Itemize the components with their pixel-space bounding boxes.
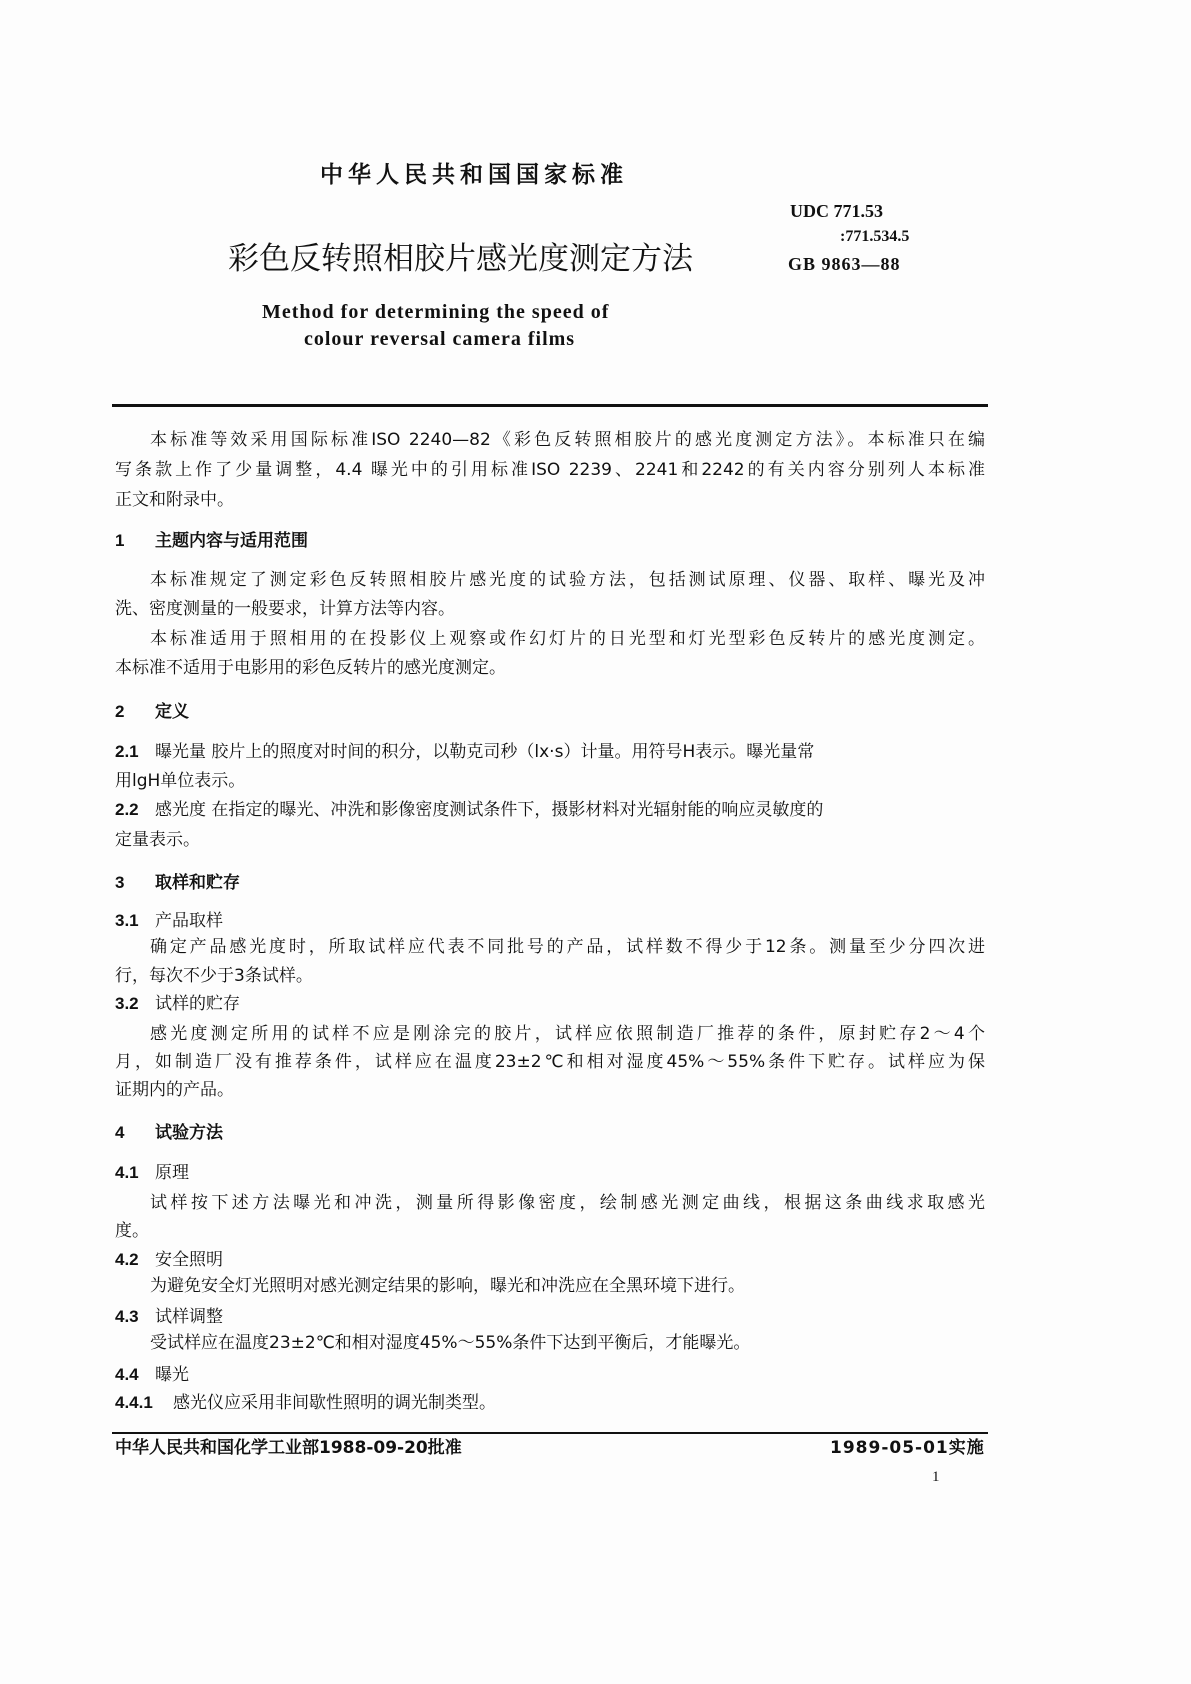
effective-date: 1989-05-01实施 — [830, 1438, 985, 1458]
section-number: 1 — [115, 531, 125, 550]
paragraph-line: 感光度测定所用的试样不应是刚涂完的胶片，试样应依照制造厂推荐的条件，原封贮存2～4个 — [150, 1024, 985, 1044]
section-2-heading — [115, 701, 189, 723]
clause-4-2-heading — [115, 1249, 223, 1271]
paragraph-line: 本标准规定了测定彩色反转照相胶片感光度的试验方法，包括测试原理、仪器、取样、曝光及冲 — [150, 570, 985, 590]
section-title: 主题内容与适用范围 — [155, 531, 308, 551]
clause-number: 2.2 — [115, 800, 139, 819]
udc-code-2: :771.534.5 — [840, 228, 910, 245]
intro-line: 本标准等效采用国际标准ISO 2240—82《彩色反转照相胶片的感光度测定方法》。本标准只在编 — [150, 430, 985, 450]
clause-3-1-heading — [115, 910, 223, 932]
paragraph-line: 本标准不适用于电影用的彩色反转片的感光度测定。 — [115, 658, 506, 678]
section-3-heading — [115, 872, 240, 894]
definition-2-1 — [115, 741, 985, 763]
header-rule — [112, 404, 988, 407]
gb-number: GB 9863—88 — [788, 254, 901, 274]
paragraph-line: 感光度 在指定的曝光、冲洗和影像密度测试条件下，摄影材料对光辐射能的响应灵敏度的 — [155, 800, 824, 820]
issuing-org: 中华人民共和国国家标准 — [320, 162, 628, 188]
approval-date: 中华人民共和国化学工业部1988-09-20批准 — [115, 1438, 462, 1458]
clause-title: 产品取样 — [155, 911, 223, 931]
english-title-line-2: colour reversal camera films — [304, 328, 576, 350]
clause-number: 4.1 — [115, 1163, 139, 1182]
clause-number: 4.4.1 — [115, 1393, 153, 1412]
definition-2-2 — [115, 799, 823, 821]
section-4-heading — [115, 1122, 223, 1144]
clause-3-2-heading — [115, 993, 240, 1015]
clause-title: 试样的贮存 — [155, 994, 240, 1014]
paragraph-line: 洗、密度测量的一般要求，计算方法等内容。 — [115, 599, 455, 619]
clause-4-3-heading — [115, 1306, 223, 1328]
clause-title: 安全照明 — [155, 1250, 223, 1270]
paragraph-line: 感光仪应采用非间歇性照明的调光制类型。 — [173, 1393, 496, 1413]
udc-code: UDC 771.53 — [790, 201, 883, 221]
clause-4-1-heading — [115, 1162, 189, 1184]
paragraph-line: 试样按下述方法曝光和冲洗，测量所得影像密度，绘制感光测定曲线，根据这条曲线求取感光 — [150, 1193, 985, 1213]
section-number: 3 — [115, 873, 125, 892]
document-title: 彩色反转照相胶片感光度测定方法 — [228, 241, 693, 277]
intro-line: 写条款上作了少量调整，4.4 曝光中的引用标准ISO 2239、2241和2242的有关内容分别列人本标准 — [115, 460, 985, 480]
paragraph-line: 定量表示。 — [115, 830, 200, 850]
paragraph-line: 为避免安全灯光照明对感光测定结果的影响，曝光和冲洗应在全黑环境下进行。 — [150, 1276, 745, 1296]
clause-number: 4.3 — [115, 1307, 139, 1326]
paragraph-line: 受试样应在温度23±2℃和相对湿度45%～55%条件下达到平衡后，才能曝光。 — [150, 1333, 751, 1353]
footer-rule — [112, 1432, 988, 1434]
paragraph-line: 用lgH单位表示。 — [115, 771, 246, 791]
clause-title: 试样调整 — [155, 1307, 223, 1327]
section-title: 试验方法 — [155, 1123, 223, 1143]
paragraph-line: 度。 — [115, 1221, 149, 1241]
clause-number: 4.2 — [115, 1250, 139, 1269]
paragraph-line: 本标准适用于照相用的在投影仪上观察或作幻灯片的日光型和灯光型彩色反转片的感光度测定。 — [150, 629, 985, 649]
paragraph-line: 月，如制造厂没有推荐条件，试样应在温度23±2℃和相对湿度45%～55%条件下贮存。试样应为保 — [115, 1052, 985, 1072]
section-title: 取样和贮存 — [155, 873, 240, 893]
paragraph-line: 证期内的产品。 — [115, 1080, 234, 1100]
clause-4-4-heading — [115, 1364, 189, 1386]
clause-title: 曝光 — [155, 1365, 189, 1385]
clause-number: 4.4 — [115, 1365, 139, 1384]
section-1-heading — [115, 530, 308, 552]
english-title-line-1: Method for determining the speed of — [262, 301, 610, 323]
clause-number: 2.1 — [115, 742, 139, 761]
section-number: 4 — [115, 1123, 125, 1142]
clause-number: 3.1 — [115, 911, 139, 930]
clause-title: 原理 — [155, 1163, 189, 1183]
section-number: 2 — [115, 702, 125, 721]
paragraph-line: 行，每次不少于3条试样。 — [115, 966, 313, 986]
clause-number: 3.2 — [115, 994, 139, 1013]
clause-4-4-1 — [115, 1392, 496, 1414]
paragraph-line: 曝光量 胶片上的照度对时间的积分，以勒克司秒（lx·s）计量。用符号H表示。曝光量常 — [155, 742, 815, 762]
intro-line: 正文和附录中。 — [115, 490, 234, 510]
page-number: 1 — [932, 1469, 940, 1485]
paragraph-line: 确定产品感光度时，所取试样应代表不同批号的产品，试样数不得少于12条。测量至少分四次进 — [150, 937, 985, 957]
section-title: 定义 — [155, 702, 189, 722]
